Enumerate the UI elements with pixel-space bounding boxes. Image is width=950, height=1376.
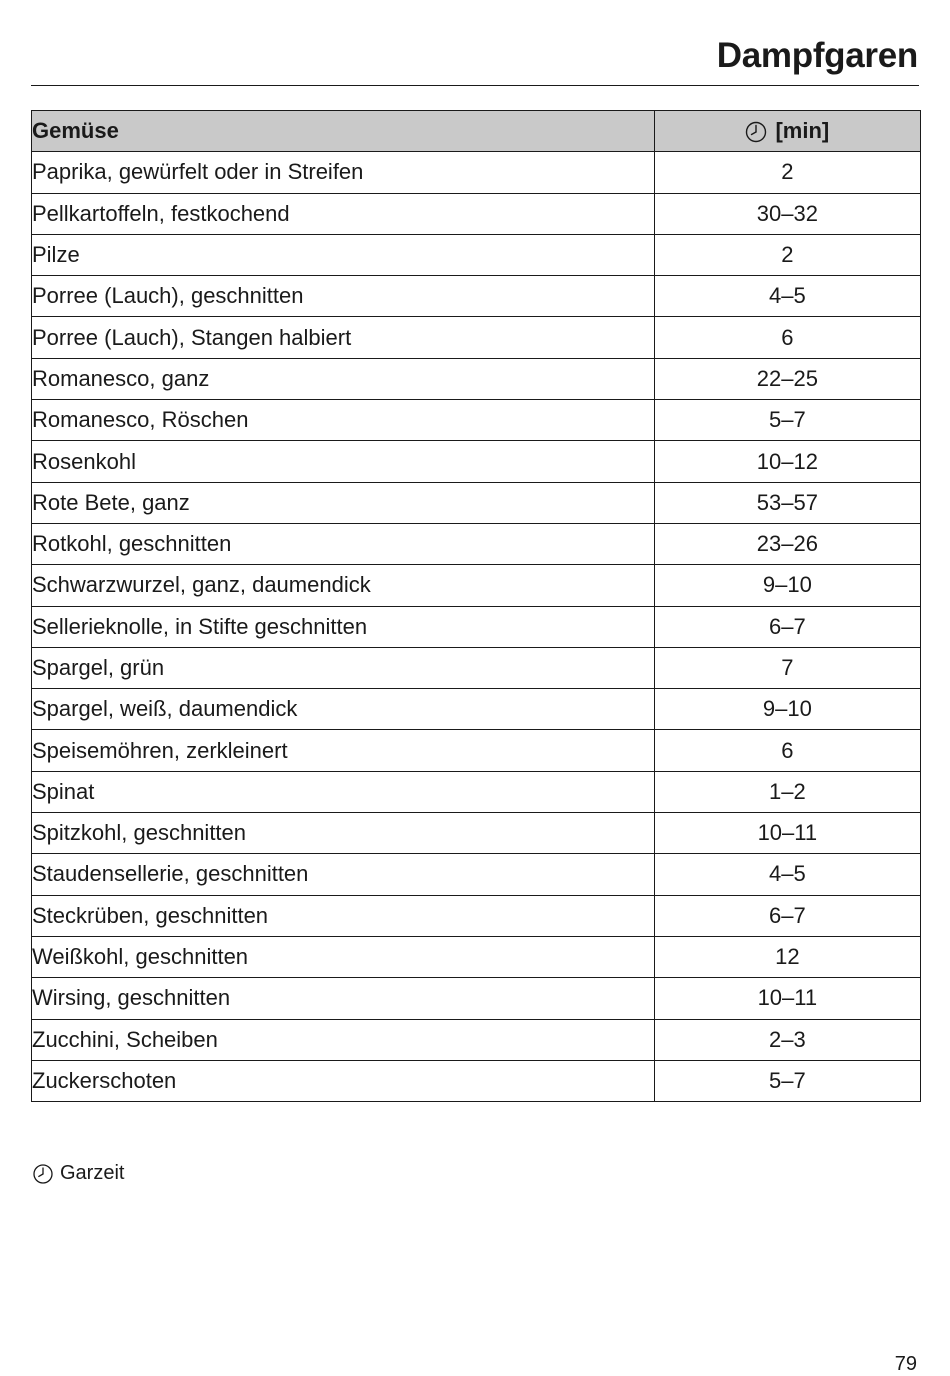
- cooking-time: 2: [654, 234, 920, 275]
- table-row: [32, 565, 921, 606]
- vegetable-name: Wirsing, geschnitten: [32, 978, 655, 1019]
- vegetable-name: Porree (Lauch), Stangen halbiert: [32, 317, 655, 358]
- table-row: [32, 234, 921, 275]
- vegetable-name: Paprika, gewürfelt oder in Streifen: [32, 152, 655, 193]
- page-title: Dampfgaren: [716, 36, 918, 75]
- vegetable-name: Zuckerschoten: [32, 1060, 655, 1101]
- table-row: [32, 152, 921, 193]
- cooking-times-table: [31, 110, 921, 1102]
- cooking-time: 5–7: [654, 400, 920, 441]
- vegetable-name: Rote Bete, ganz: [32, 482, 655, 523]
- cooking-time: 2: [654, 152, 920, 193]
- cooking-time: 2–3: [654, 1019, 920, 1060]
- vegetable-name: Spargel, weiß, daumendick: [32, 689, 655, 730]
- cooking-time: 5–7: [654, 1060, 920, 1101]
- table-header-row: [32, 111, 921, 152]
- vegetable-name: Pilze: [32, 234, 655, 275]
- vegetable-name: Romanesco, Röschen: [32, 400, 655, 441]
- table-row: [32, 771, 921, 812]
- vegetable-name: Porree (Lauch), geschnitten: [32, 276, 655, 317]
- column-header-vegetable: Gemüse: [32, 111, 655, 152]
- title-divider: [31, 85, 919, 86]
- table-row: [32, 400, 921, 441]
- cooking-time: 10–11: [654, 978, 920, 1019]
- cooking-time: 53–57: [654, 482, 920, 523]
- table-row: [32, 276, 921, 317]
- vegetable-name: Romanesco, ganz: [32, 358, 655, 399]
- table-row: [32, 647, 921, 688]
- table-row: [32, 606, 921, 647]
- table-body: [32, 152, 921, 1102]
- vegetable-name: Rosenkohl: [32, 441, 655, 482]
- cooking-time: 30–32: [654, 193, 920, 234]
- table-row: [32, 978, 921, 1019]
- cooking-time: 6: [654, 730, 920, 771]
- cooking-time: 6–7: [654, 606, 920, 647]
- table-row: [32, 193, 921, 234]
- clock-icon: [32, 1163, 54, 1185]
- cooking-time: 12: [654, 936, 920, 977]
- legend: [32, 1162, 124, 1185]
- vegetable-name: Spitzkohl, geschnitten: [32, 813, 655, 854]
- vegetable-name: Zucchini, Scheiben: [32, 1019, 655, 1060]
- vegetable-name: Steckrüben, geschnitten: [32, 895, 655, 936]
- table-row: [32, 1060, 921, 1101]
- vegetable-name: Speisemöhren, zerkleinert: [32, 730, 655, 771]
- vegetable-name: Pellkartoffeln, festkochend: [32, 193, 655, 234]
- vegetable-name: Staudensellerie, geschnitten: [32, 854, 655, 895]
- cooking-time: 10–11: [654, 813, 920, 854]
- table-row: [32, 523, 921, 564]
- vegetable-name: Sellerieknolle, in Stifte geschnitten: [32, 606, 655, 647]
- table-row: [32, 441, 921, 482]
- cooking-time: 23–26: [654, 523, 920, 564]
- table-row: [32, 689, 921, 730]
- cooking-time: 6–7: [654, 895, 920, 936]
- vegetable-name: Spargel, grün: [32, 647, 655, 688]
- cooking-time: 4–5: [654, 276, 920, 317]
- column-header-time-label: [min]: [775, 118, 830, 144]
- table-row: [32, 730, 921, 771]
- table-row: [32, 1019, 921, 1060]
- vegetable-name: Weißkohl, geschnitten: [32, 936, 655, 977]
- vegetable-name: Spinat: [32, 771, 655, 812]
- page-number: 79: [894, 1353, 917, 1375]
- clock-icon: [745, 121, 767, 143]
- table-row: [32, 854, 921, 895]
- cooking-time: 10–12: [654, 441, 920, 482]
- table-row: [32, 358, 921, 399]
- cooking-time: 4–5: [654, 854, 920, 895]
- table-row: [32, 895, 921, 936]
- cooking-time: 7: [654, 647, 920, 688]
- vegetable-name: Schwarzwurzel, ganz, daumendick: [32, 565, 655, 606]
- table-row: [32, 936, 921, 977]
- table-row: [32, 482, 921, 523]
- cooking-time: 1–2: [654, 771, 920, 812]
- column-header-time: [654, 111, 920, 152]
- cooking-time: 22–25: [654, 358, 920, 399]
- cooking-time: 6: [654, 317, 920, 358]
- vegetable-name: Rotkohl, geschnitten: [32, 523, 655, 564]
- cooking-time: 9–10: [654, 565, 920, 606]
- cooking-time: 9–10: [654, 689, 920, 730]
- legend-label: Garzeit: [60, 1162, 125, 1184]
- table-row: [32, 813, 921, 854]
- table-row: [32, 317, 921, 358]
